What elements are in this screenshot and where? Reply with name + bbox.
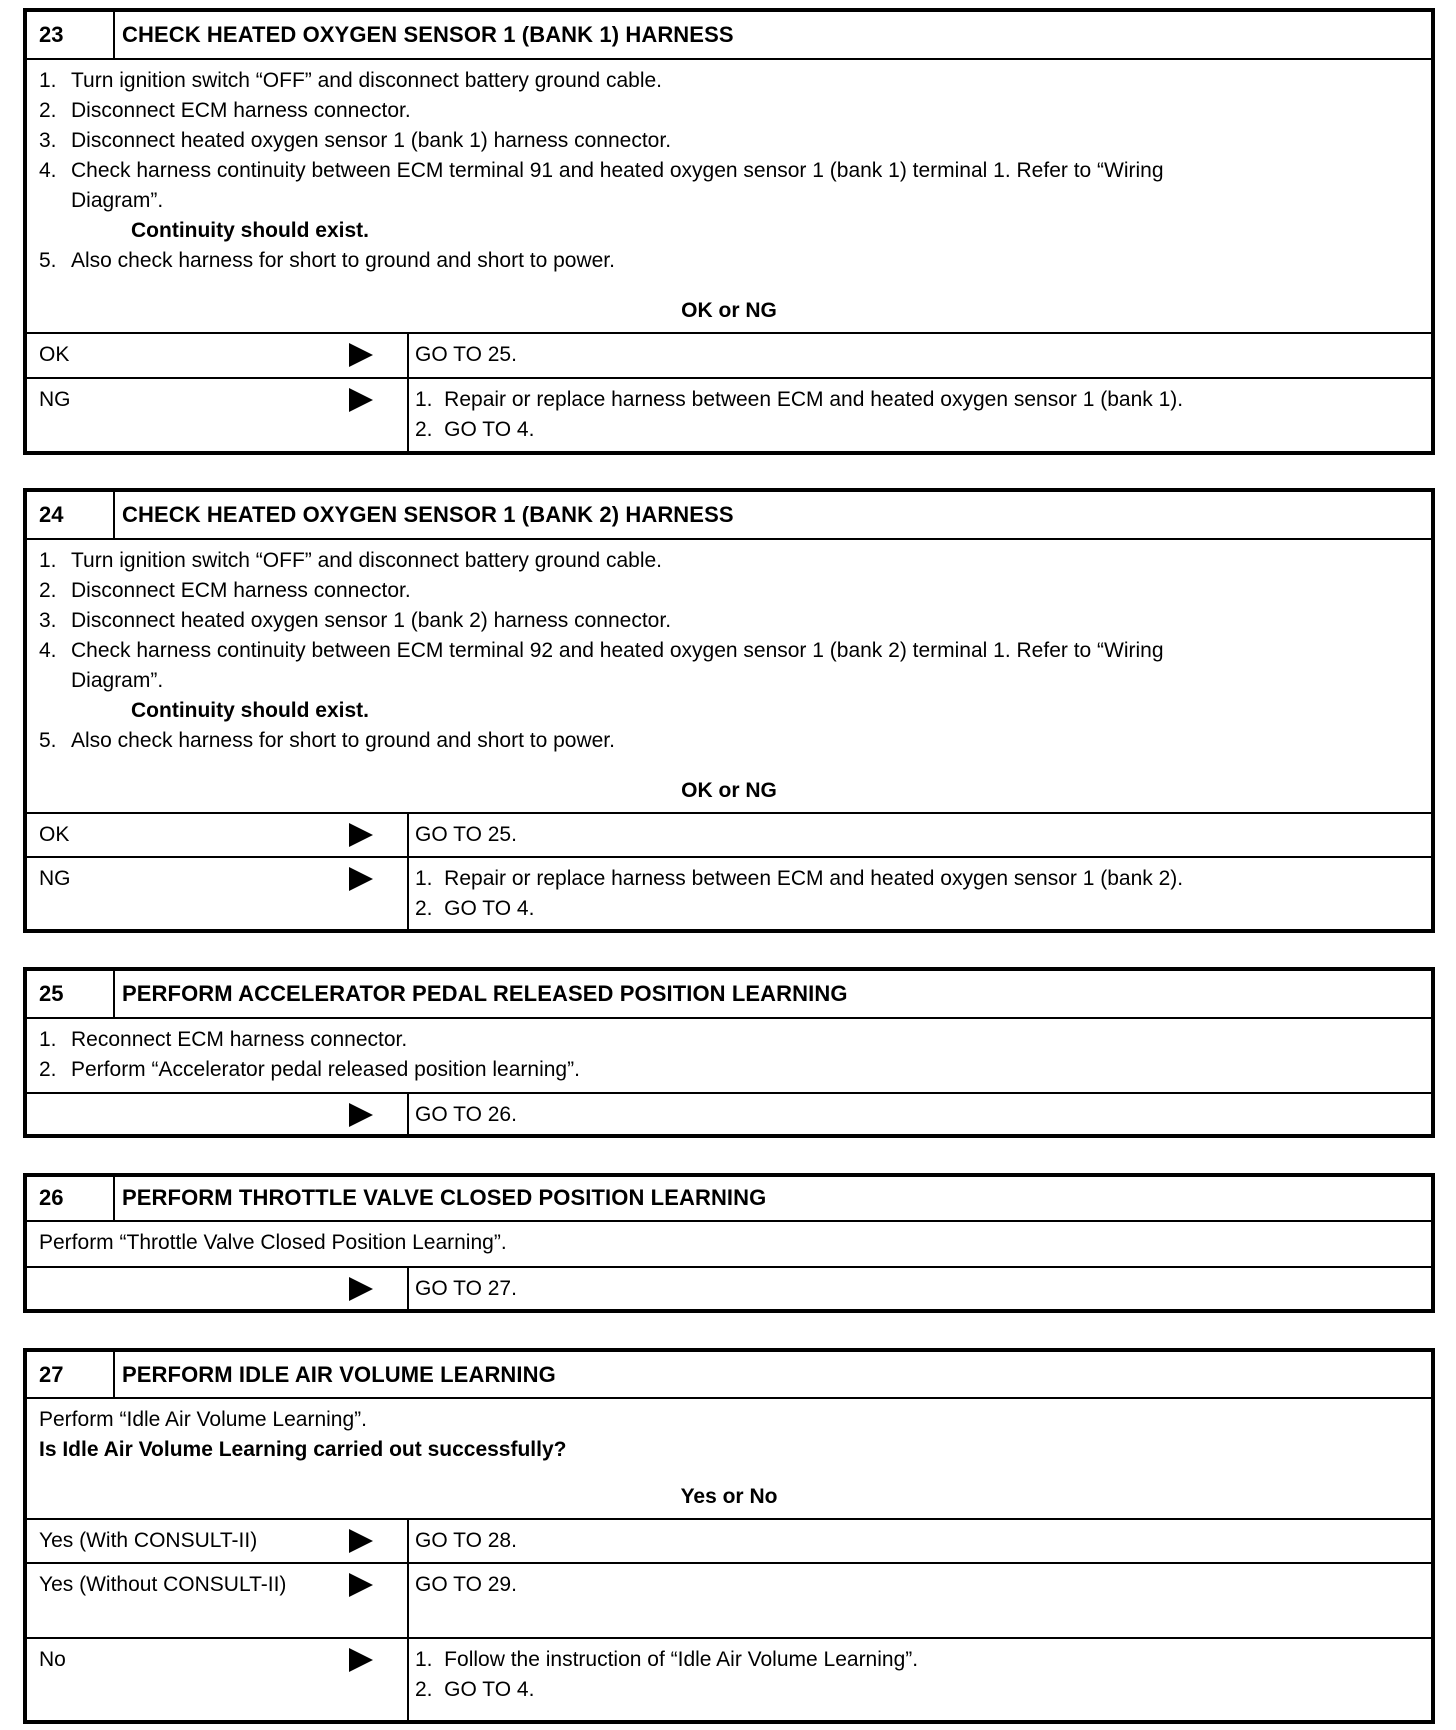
instruction-item: 2. Perform “Accelerator pedal released position learning”. — [39, 1058, 580, 1081]
branch-row-no[interactable] — [27, 1639, 1431, 1721]
branch-action: GO TO 29. — [415, 1573, 517, 1596]
step-header — [27, 971, 1431, 1019]
right-triangle-arrow-icon — [349, 1529, 373, 1553]
instruction-item: 1. Reconnect ECM harness connector. — [39, 1028, 408, 1051]
branch-condition — [27, 1094, 409, 1134]
verdict-label: OK or NG — [681, 299, 777, 322]
right-triangle-arrow-icon — [349, 823, 373, 847]
right-triangle-arrow-icon — [349, 388, 373, 412]
step-number: 26 — [27, 1177, 115, 1220]
verdict-label: OK or NG — [681, 779, 777, 802]
instruction-item: 2. Disconnect ECM harness connector. — [39, 579, 411, 602]
branch-action: 1. Repair or replace harness between ECM and heated oxygen sensor 1 (bank 2). 2. GO TO 4. — [415, 867, 1184, 920]
branch-condition: NG — [27, 379, 409, 453]
right-triangle-arrow-icon — [349, 1103, 373, 1127]
step-header — [27, 12, 1431, 60]
branch-row-ok[interactable] — [27, 814, 1431, 858]
branch-condition: Yes (Without CONSULT-II) — [27, 1564, 409, 1637]
step-23-box — [23, 8, 1435, 455]
branch-action: GO TO 25. — [415, 823, 517, 846]
right-triangle-arrow-icon — [349, 1573, 373, 1597]
step-header — [27, 1177, 1431, 1222]
step-title: CHECK HEATED OXYGEN SENSOR 1 (BANK 2) HARNESS — [122, 502, 734, 527]
instruction-item: 5. Also check harness for short to ground and short to power. — [39, 249, 615, 272]
step-header — [27, 1352, 1431, 1399]
instruction-item: 4. Check harness continuity between ECM terminal 92 and heated oxygen sensor 1 (bank 2) terminal 1. Refer to “Wiring — [39, 639, 1164, 662]
step-title: PERFORM IDLE AIR VOLUME LEARNING — [122, 1362, 556, 1387]
step-title: PERFORM ACCELERATOR PEDAL RELEASED POSITION LEARNING — [122, 981, 848, 1006]
step-title: PERFORM THROTTLE VALVE CLOSED POSITION LEARNING — [122, 1185, 767, 1210]
branch-action: 1. Follow the instruction of “Idle Air Volume Learning”. 2. GO TO 4. — [415, 1648, 919, 1701]
branch-condition: OK — [27, 814, 409, 856]
step-26-box — [23, 1173, 1435, 1313]
right-triangle-arrow-icon — [349, 1277, 373, 1301]
step-27-box — [23, 1348, 1435, 1724]
branch-condition: OK — [27, 334, 409, 377]
branch-action: 1. Repair or replace harness between ECM and heated oxygen sensor 1 (bank 1). 2. GO TO 4. — [415, 388, 1184, 441]
branch-action: GO TO 25. — [415, 343, 517, 366]
step-instructions — [27, 540, 1431, 814]
branch-row-ng[interactable] — [27, 379, 1431, 453]
step-25-box — [23, 967, 1435, 1138]
branch-condition — [27, 1268, 409, 1309]
branch-action: GO TO 26. — [415, 1103, 517, 1126]
instruction-text: Perform “Idle Air Volume Learning”. — [39, 1408, 367, 1431]
instruction-item: 3. Disconnect heated oxygen sensor 1 (bank 2) harness connector. — [39, 609, 672, 632]
instruction-item: 1. Turn ignition switch “OFF” and disconnect battery ground cable. — [39, 549, 663, 572]
branch-row-next[interactable] — [27, 1268, 1431, 1309]
step-instructions — [27, 1399, 1431, 1520]
branch-row-ng[interactable] — [27, 858, 1431, 931]
branch-condition: NG — [27, 858, 409, 931]
step-24-box — [23, 488, 1435, 933]
branch-row-ok[interactable] — [27, 334, 1431, 379]
right-triangle-arrow-icon — [349, 1648, 373, 1672]
instruction-item: 2. Disconnect ECM harness connector. — [39, 99, 411, 122]
instruction-note: Continuity should exist. — [131, 699, 370, 722]
verdict-label: Yes or No — [680, 1485, 778, 1508]
step-number: 24 — [27, 492, 115, 538]
step-instructions — [27, 1222, 1431, 1268]
branch-action: GO TO 27. — [415, 1277, 517, 1300]
instruction-text: Perform “Throttle Valve Closed Position Learning”. — [39, 1231, 507, 1254]
instruction-item: 4. Check harness continuity between ECM terminal 91 and heated oxygen sensor 1 (bank 1) terminal 1. Refer to “Wiring — [39, 159, 1164, 182]
instruction-item: 5. Also check harness for short to ground and short to power. — [39, 729, 615, 752]
step-instructions — [27, 1019, 1431, 1094]
instruction-item-continued: Diagram”. — [71, 189, 164, 212]
branch-action: GO TO 28. — [415, 1529, 517, 1552]
step-instructions — [27, 60, 1431, 334]
branch-condition: Yes (With CONSULT-II) — [27, 1520, 409, 1562]
instruction-item-continued: Diagram”. — [71, 669, 164, 692]
step-title: CHECK HEATED OXYGEN SENSOR 1 (BANK 1) HARNESS — [122, 22, 734, 47]
branch-row-next[interactable] — [27, 1094, 1431, 1134]
instruction-item: 1. Turn ignition switch “OFF” and disconnect battery ground cable. — [39, 69, 663, 92]
step-header — [27, 492, 1431, 540]
step-number: 23 — [27, 12, 115, 58]
branch-row-yes-without-consult[interactable] — [27, 1564, 1431, 1639]
question-text: Is Idle Air Volume Learning carried out successfully? — [39, 1438, 567, 1461]
right-triangle-arrow-icon — [349, 867, 373, 891]
right-triangle-arrow-icon — [349, 343, 373, 367]
branch-condition: No — [27, 1639, 409, 1721]
step-number: 27 — [27, 1352, 115, 1397]
instruction-item: 3. Disconnect heated oxygen sensor 1 (bank 1) harness connector. — [39, 129, 672, 152]
branch-row-yes-with-consult[interactable] — [27, 1520, 1431, 1564]
instruction-note: Continuity should exist. — [131, 219, 370, 242]
step-number: 25 — [27, 971, 115, 1017]
